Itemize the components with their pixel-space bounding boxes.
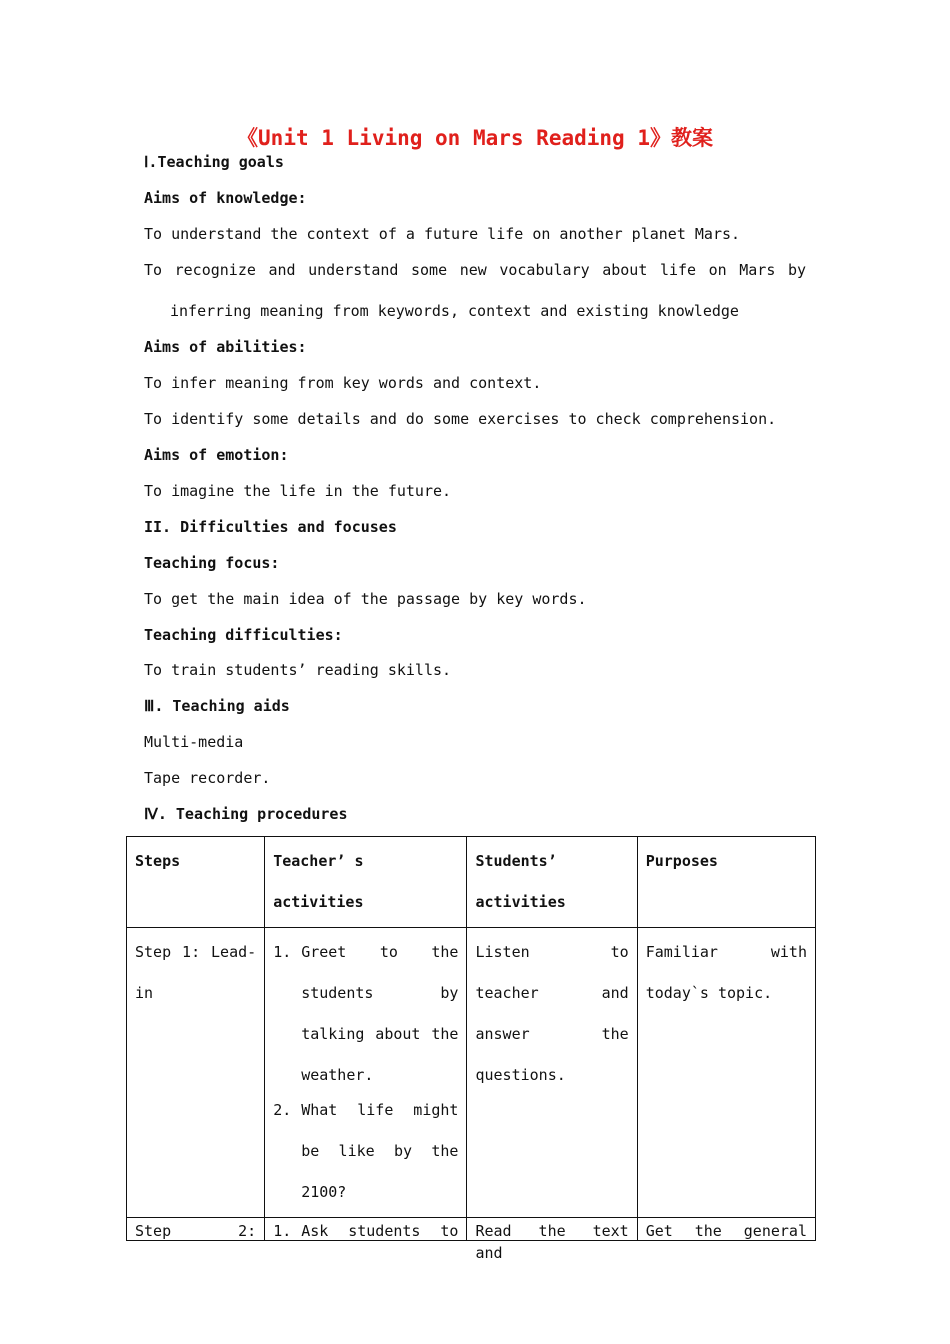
- aims-emotion-label: Aims of emotion:: [144, 446, 289, 464]
- teaching-aid-1: Multi-media: [144, 733, 244, 751]
- header-teacher-activities: Teacher’ s activities: [265, 837, 467, 928]
- word: by: [787, 261, 806, 279]
- word: life: [659, 261, 697, 279]
- teacher-activity-cell: [265, 928, 467, 1218]
- list-text: Ask students to: [301, 1222, 459, 1240]
- purpose-text: Get the general: [645, 1222, 807, 1240]
- list-number: 1.: [273, 1222, 292, 1240]
- abilities-item-1: To infer meaning from key words and context.: [144, 374, 542, 392]
- abilities-item-2: To identify some details and do some exercises to check comprehension.: [144, 410, 777, 428]
- word: new: [459, 261, 487, 279]
- step-text: Step 2:: [135, 1222, 257, 1240]
- word: on: [708, 261, 727, 279]
- list-text: What life might be like by the 2100?: [301, 1101, 459, 1201]
- list-number: 2.: [273, 1101, 292, 1119]
- word: and: [268, 261, 296, 279]
- step-cell: Step 1: Lead-in: [127, 928, 265, 1218]
- aims-knowledge-label: Aims of knowledge:: [144, 189, 307, 207]
- teaching-difficulties-label: Teaching difficulties:: [144, 626, 343, 644]
- knowledge-item-2-cont: inferring meaning from keywords, context and existing knowledge: [170, 302, 739, 320]
- list-text: Greet to the students by talking about the weather.: [301, 943, 459, 1084]
- teaching-focus-label: Teaching focus:: [144, 554, 280, 572]
- knowledge-item-2: [144, 261, 806, 279]
- list-item: [273, 1220, 458, 1240]
- table-row: [127, 928, 816, 1218]
- student-activity-cell: Listen to teacher and answer the questions.: [467, 928, 637, 1218]
- word: recognize: [174, 261, 256, 279]
- section-teaching-goals: Ⅰ.Teaching goals: [144, 153, 284, 171]
- teaching-aid-2: Tape recorder.: [144, 769, 271, 787]
- aims-abilities-label: Aims of abilities:: [144, 338, 307, 356]
- word: Mars: [739, 261, 776, 279]
- table-header-row: [127, 837, 816, 928]
- word: understand: [308, 261, 399, 279]
- purpose-cell: [637, 1218, 815, 1241]
- section-teaching-aids: Ⅲ. Teaching aids: [144, 697, 290, 715]
- student-activity-cell: [467, 1218, 637, 1262]
- word: vocabulary: [499, 261, 590, 279]
- section-teaching-procedures: Ⅳ. Teaching procedures: [144, 805, 348, 823]
- word: about: [602, 261, 648, 279]
- section-difficulties: II. Difficulties and focuses: [144, 518, 397, 536]
- student-text: Read the text and: [475, 1222, 629, 1262]
- word: To: [144, 261, 163, 279]
- list-number: 1.: [273, 943, 292, 961]
- step-cell: [127, 1218, 265, 1241]
- procedures-table: [126, 836, 816, 1262]
- teaching-difficulties-text: To train students’ reading skills.: [144, 661, 452, 679]
- emotion-item-1: To imagine the life in the future.: [144, 482, 452, 500]
- header-purposes: Purposes: [637, 837, 815, 928]
- word: some: [411, 261, 448, 279]
- knowledge-item-1: To understand the context of a future life on another planet Mars.: [144, 225, 741, 243]
- purpose-cell: Familiar with today`s topic.: [637, 928, 815, 1218]
- list-item: [273, 932, 458, 1096]
- list-item: [273, 1090, 458, 1213]
- teacher-activity-cell: [265, 1218, 467, 1241]
- header-steps: Steps: [127, 837, 265, 928]
- header-students-activities: Students’ activities: [467, 837, 637, 928]
- document-title: 《Unit 1 Living on Mars Reading 1》教案: [237, 126, 713, 150]
- teaching-focus-text: To get the main idea of the passage by key words.: [144, 590, 587, 608]
- table-row: [127, 1218, 816, 1241]
